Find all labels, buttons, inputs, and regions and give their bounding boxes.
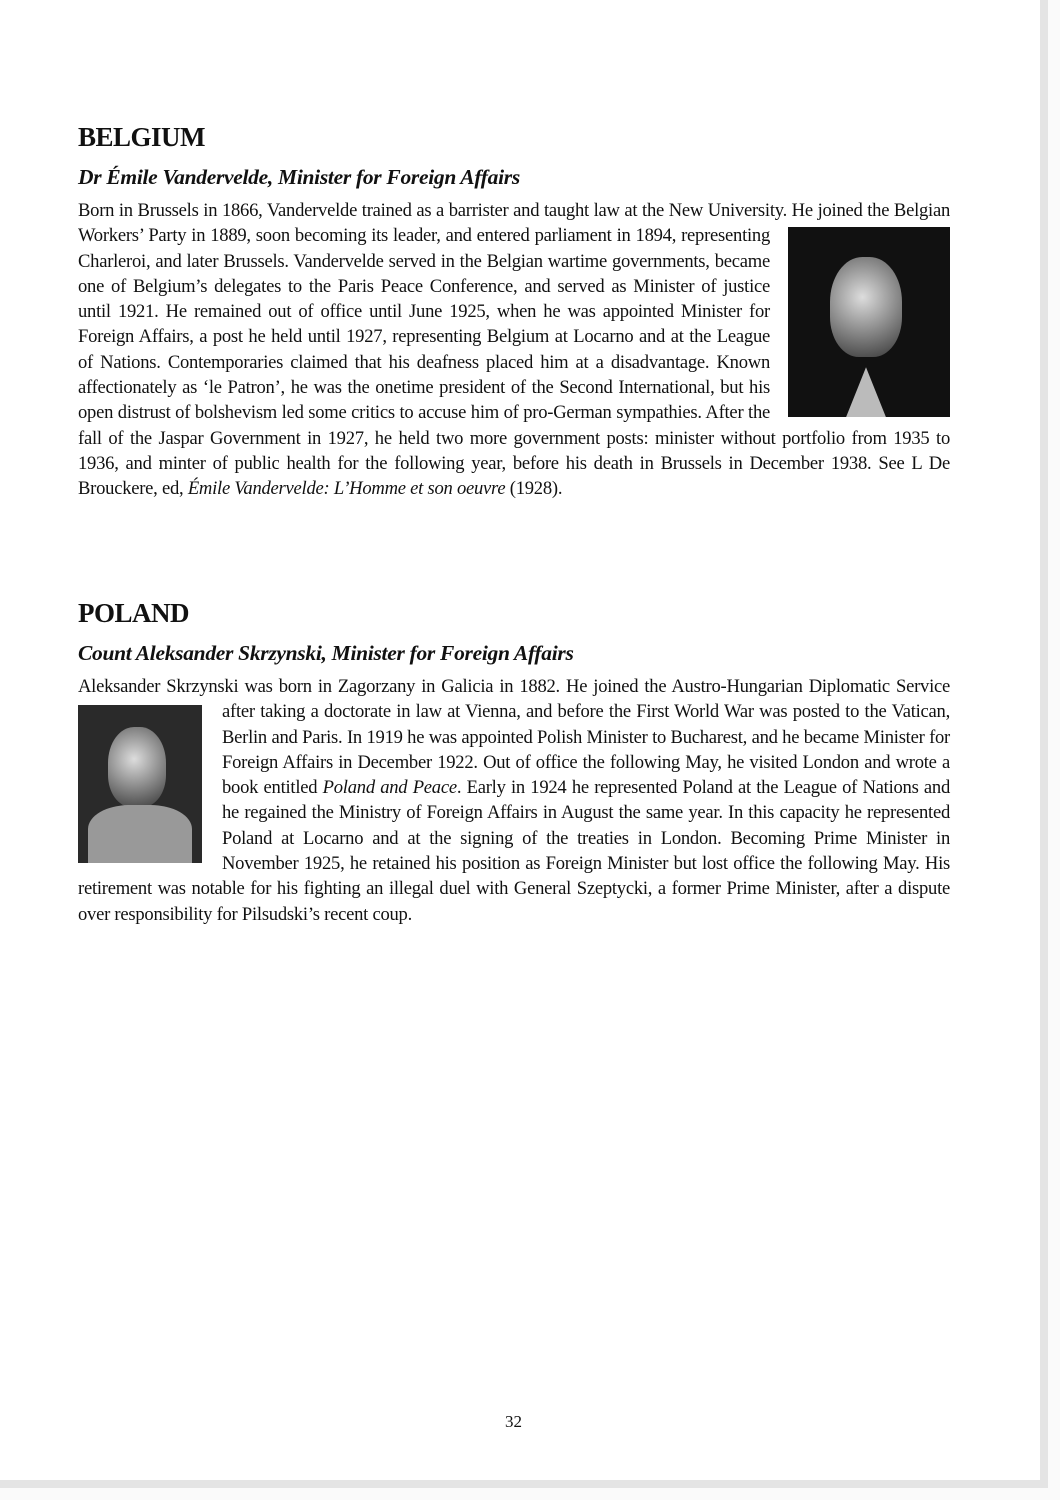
body-italic-title: Émile Vandervelde: L’Homme et son oeuvre	[187, 478, 506, 500]
body-text: Born in Brussels in 1866, Vandervelde trained as a barrister and taught law at the New University. He joined the Belgian Workers’ Party in 1889, soon becoming its leader, and entered parliament in 1894, representing Charleroi, and later Brussels. Vandervelde served in the Belgian wartime governments, became one of Belgium’s delegates to the Paris Peace Conference, and served as Minister of justice until 1921. He remained out of office until June 1925, when he was appointed Minister for Foreign Affairs, a post he held until 1927, representing Belgium at Locarno and at the League of Nations. Contemporaries claimed that his deafness placed him at a disadvantage. Known affectionately as ‘le Patron’, he was the onetime president of the Second International, but his open distrust of bolshevism led some critics to accuse him of pro-German sympathies. After the fall of the Jaspar Government in 1927, he held two more government posts: minister without portfolio from 1935 to 1936, and minter of public health for the following year, before his death in Brussels in December 1938. See L De Brouckere, ed,	[78, 200, 950, 500]
page-number: 32	[505, 1412, 522, 1431]
section-poland	[78, 598, 950, 927]
body-text: posted to the Vatican, Berlin and Paris. In 1919 he was appointed Polish Minister to Bucharest, and he became Minister for Foreign Affairs in December 1922. Out of office the following May, he visited London and wrote a book entitled	[222, 701, 950, 799]
body-text-end: . Early in 1924 he represented Poland at the League of Nations and he regained the Ministry of Foreign Affairs in August the same year. In this capacity he represented Poland at Locarno and at the signing of the treaties in London. Becoming Prime Minister in November 1925, he retained his position as Foreign Minister but lost office the following May. His retirement was notable for his fighting an illegal duel with General Szeptycki, a former Prime Minister, after a dispute over responsibility for Pilsudski’s recent coup.	[78, 777, 951, 925]
section-belgium	[78, 122, 950, 502]
section-heading: POLAND	[78, 598, 189, 628]
portrait-photo-vandervelde	[788, 227, 950, 417]
section-heading: BELGIUM	[78, 122, 206, 152]
body-text-end: (1928).	[505, 478, 563, 500]
section-subtitle: Dr Émile Vandervelde, Minister for Foreign Affairs	[78, 165, 520, 189]
body-italic-title: Poland and Peace	[322, 777, 457, 799]
section-body	[78, 198, 950, 502]
portrait-photo-skrzynski	[78, 705, 202, 863]
body-text-first: Aleksander Skrzynski was born in Zagorzany in Galicia in 1882. He joined the Austro-Hungarian Diplomatic Service after taking a doctorate in law at Vienna, and before the First World War was	[78, 676, 950, 723]
section-body	[78, 674, 950, 927]
section-subtitle: Count Aleksander Skrzynski, Minister for Foreign Affairs	[78, 641, 574, 665]
